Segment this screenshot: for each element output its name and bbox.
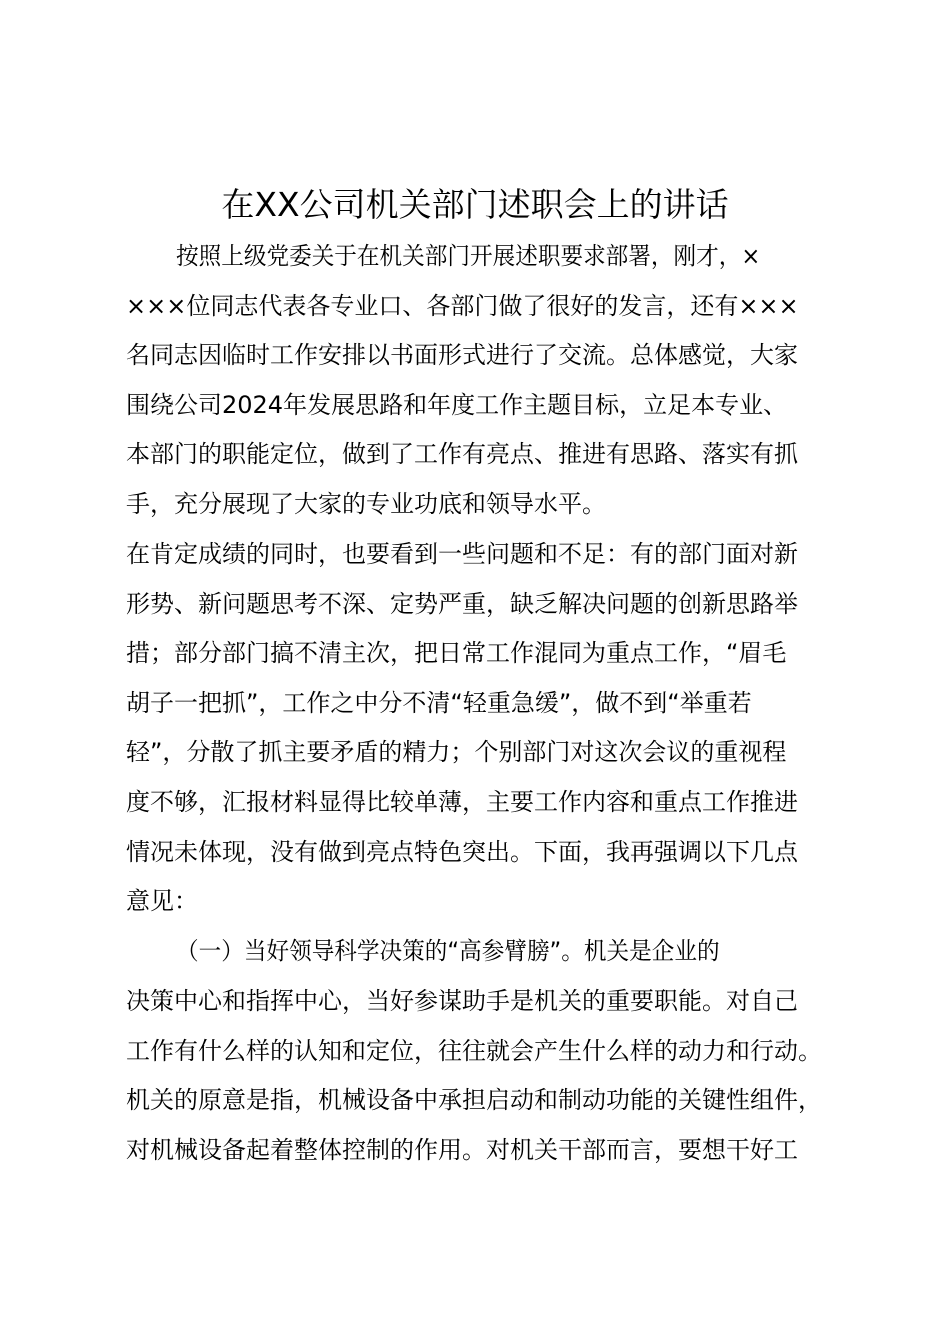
paragraph-line: 对机械设备起着整体控制的作用。对机关干部而言，要想干好工: [126, 1136, 798, 1164]
paragraph-line: 手，充分展现了大家的专业功底和领导水平。: [126, 490, 606, 518]
paragraph-line: 围绕公司2024年发展思路和年度工作主题目标，立足本专业、: [126, 391, 788, 419]
paragraph-line: 措；部分部门搞不清主次，把日常工作混同为重点工作，“眉毛: [126, 639, 787, 667]
paragraph-line: 形势、新问题思考不深、定势严重，缺乏解决问题的创新思路举: [126, 590, 798, 618]
paragraph-line: ×××位同志代表各专业口、各部门做了很好的发言，还有×××: [126, 292, 799, 320]
paragraph-line: 机关的原意是指，机械设备中承担启动和制动功能的关键性组件，: [126, 1086, 822, 1114]
paragraph-line: 意见：: [126, 887, 198, 915]
page-title: 在XX公司机关部门述职会上的讲话: [221, 185, 729, 224]
paragraph-line: 名同志因临时工作安排以书面形式进行了交流。总体感觉，大家: [126, 341, 798, 369]
paragraph-line: 本部门的职能定位，做到了工作有亮点、推进有思路、落实有抓: [126, 440, 798, 468]
paragraph-line: 工作有什么样的认知和定位，往往就会产生什么样的动力和行动。: [126, 1037, 822, 1065]
paragraph-line: 胡子一把抓”，工作之中分不清“轻重急缓”，做不到“举重若: [126, 689, 752, 717]
paragraph-line: 决策中心和指挥中心，当好参谋助手是机关的重要职能。对自己: [126, 987, 798, 1015]
paragraph-line: 度不够，汇报材料显得比较单薄，主要工作内容和重点工作推进: [126, 788, 798, 816]
paragraph-line: 轻”，分散了抓主要矛盾的精力；个别部门对这次会议的重视程: [126, 738, 787, 766]
paragraph-line: 按照上级党委关于在机关部门开展述职要求部署，刚才，×: [176, 242, 761, 270]
paragraph-line: 在肯定成绩的同时，也要看到一些问题和不足：有的部门面对新: [126, 540, 798, 568]
paragraph-line: （一）当好领导科学决策的“高参臂膀”。机关是企业的: [176, 937, 720, 965]
paragraph-line: 情况未体现，没有做到亮点特色突出。下面，我再强调以下几点: [126, 838, 798, 866]
